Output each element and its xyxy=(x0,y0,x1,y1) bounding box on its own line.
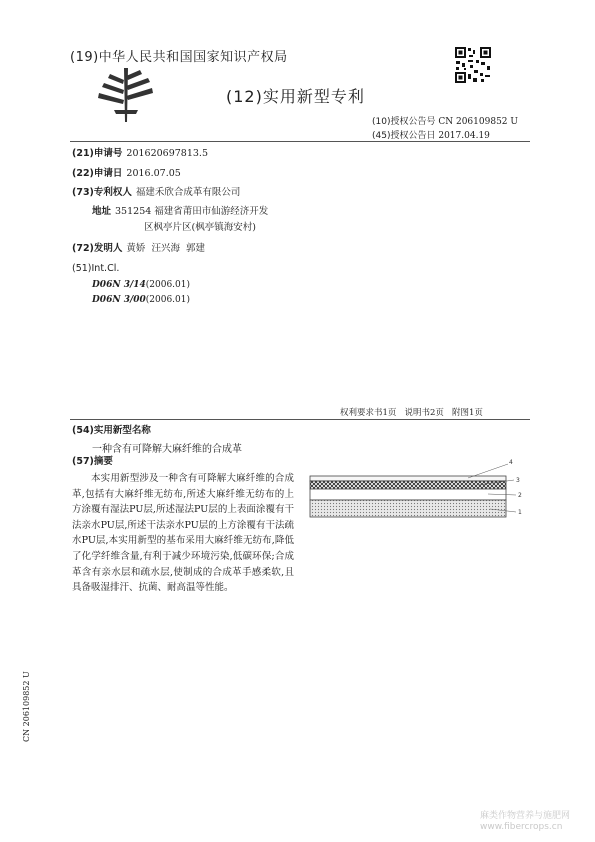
inventors xyxy=(72,242,205,256)
filing-date xyxy=(72,167,181,181)
patentee-value: 福建禾欣合成革有限公司 xyxy=(135,187,241,198)
ipc-date: (2006.01) xyxy=(145,280,191,290)
ipc-code: D06N 3/00 xyxy=(92,295,146,305)
ipc-class-2 xyxy=(92,295,190,305)
qr-code-icon xyxy=(454,46,492,84)
application-number xyxy=(72,147,208,161)
filing-date-value: 2016.07.05 xyxy=(126,168,181,179)
sipo-emblem-icon xyxy=(96,66,156,126)
address-line-1: 351254 福建省莆田市仙游经济开发 xyxy=(115,206,269,217)
issuing-office: (19)中华人民共和国国家知识产权局 xyxy=(70,50,288,65)
utility-model-title: 一种含有可降解大麻纤维的合成革 xyxy=(92,444,242,455)
abstract-label: (57)摘要 xyxy=(72,456,113,467)
header-divider xyxy=(70,141,530,142)
layer-structure-figure xyxy=(308,454,528,526)
ipc-code: D06N 3/14 xyxy=(92,280,146,290)
layer-1 xyxy=(310,500,506,517)
publication-date xyxy=(372,128,490,141)
intcl-label: (51)Int.Cl. xyxy=(72,263,120,274)
figure-label-2: 2 xyxy=(518,492,522,499)
publication-date-label: (45)授权公告日 xyxy=(372,131,436,141)
title-label: (54)实用新型名称 xyxy=(72,425,151,436)
address-label: 地址 xyxy=(92,206,112,217)
page-counts: 权利要求书1页 说明书2页 附图1页 xyxy=(340,408,483,418)
inventors-label: (72)发明人 xyxy=(72,243,123,254)
address-line-2 xyxy=(144,221,256,235)
patentee xyxy=(72,186,240,200)
address-line-2-value: 区枫亭片区(枫亭镇海安村) xyxy=(144,222,256,233)
section-divider xyxy=(70,419,530,420)
publication-date-value: 2017.04.19 xyxy=(438,131,490,141)
publication-number xyxy=(372,114,518,127)
figure-label-1: 1 xyxy=(518,509,522,516)
patentee-label: (73)专利权人 xyxy=(72,187,132,198)
figure-label-4: 4 xyxy=(509,459,513,466)
application-number-value: 201620697813.5 xyxy=(126,148,209,159)
watermark-title: 麻类作物营养与施肥网 xyxy=(480,811,571,821)
inventors-value: 黄娇 汪兴海 郭建 xyxy=(126,243,205,254)
figure-label-3: 3 xyxy=(516,477,520,484)
publication-number-value: CN 206109852 U xyxy=(438,117,518,127)
ipc-date: (2006.01) xyxy=(145,295,191,305)
watermark-url: www.fibercrops.cn xyxy=(480,822,563,832)
application-number-label: (21)申请号 xyxy=(72,148,123,159)
ipc-class-1 xyxy=(92,280,190,290)
side-publication-number: CN 206109852 U xyxy=(22,671,31,742)
filing-date-label: (22)申请日 xyxy=(72,168,123,179)
layer-2 xyxy=(310,489,506,500)
layer-4 xyxy=(310,476,506,481)
abstract-text: 本实用新型涉及一种含有可降解大麻纤维的合成革,包括有大麻纤维无纺布,所述大麻纤维无纺布的上方涂覆有湿法PU层,所述湿法PU层的上表面涂覆有干法亲水PU层,所述干法亲水PU层的上方涂覆有干法疏水PU层,本实用新型的基布采用大麻纤维无纺布,降低了化学纤维含量,有利于减少环境污染,低碳环保;合成革含有亲水层和疏水层,使制成的合成革手感柔软,且具备吸湿排汗、抗菌、耐高温等性能。 xyxy=(72,473,294,594)
document-type: (12)实用新型专利 xyxy=(226,87,365,106)
publication-number-label: (10)授权公告号 xyxy=(372,117,436,127)
address xyxy=(92,205,268,219)
layer-3 xyxy=(310,481,506,489)
